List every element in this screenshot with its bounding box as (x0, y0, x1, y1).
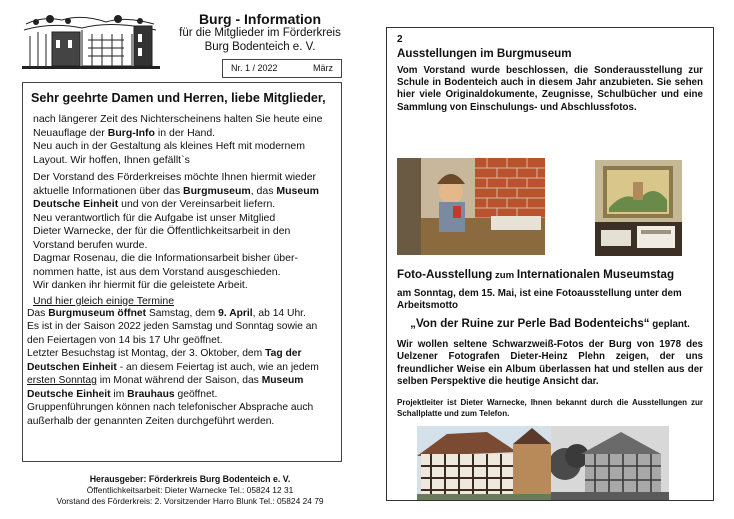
castle-bw-photo (551, 426, 669, 500)
intro-line: Neu auch in der Gestaltung als kleines Heft mit modernem (33, 140, 305, 152)
issue-number: Nr. 1 / 2022 (231, 63, 278, 73)
greeting-heading: Sehr geehrte Damen und Herren, liebe Mitglieder, (31, 91, 326, 105)
welcome-panel (22, 82, 342, 462)
dates-heading: Und hier gleich einige Termine (33, 294, 175, 307)
exhibition-intro: Vom Vorstand wurde beschlossen, die Sonderausstellung zur Schule in Bodenteich auch in diesem Jahr anzubieten. Sie sehen hier viele Originaldokumente, Zeugnisse, Schulbücher und eine Sammlung von Einschulungs- und Abschlussfotos. (397, 65, 703, 113)
board-line: Dieter Warnecke, der für die Öffentlichkeitsarbeit in den (33, 225, 291, 237)
museum-display-photo (397, 158, 545, 255)
dates-line: außerhalb der genannten Zeiten durchgeführt werden. (27, 415, 275, 427)
dates-line: Deutsche Einheit im Brauhaus geöffnet. (27, 388, 218, 400)
dates-line: Deutschen Einheit - an diesem Feiertag ist auch, wie an jedem (27, 361, 319, 373)
exhibition-description: Wir wollen seltene Schwarzweiß-Fotos der Burg von 1978 des Uelzener Fotografen Dieter-Heinz Plehn zeigen, der uns freundlicher Weise ein Album überlassen hat und stellen aus der selben Perspektive die heutige Ansicht dar. (397, 339, 703, 388)
project-lead-note: Projektleiter ist Dieter Warnecke, Ihnen bekannt durch die Ausstellungen zur Schallplatte und zum Telefon. (397, 398, 703, 418)
board-line: Deutsche Einheit und von der Vereinsarbeit liefern. (33, 198, 276, 210)
photo-exhibition-heading: Foto-Ausstellung zum Internationalen Museumstag (397, 268, 675, 281)
dates-line: den Feiertagen von 14 bis 17 Uhr geöffnet. (27, 334, 223, 346)
masthead-title: Burg - Information (198, 11, 322, 27)
board-line: nommen hatte, ist aus dem Vorstand ausgeschieden. (33, 265, 281, 278)
board-line: Vorstand berufen wurde. (33, 238, 148, 251)
issue-month: März (313, 63, 333, 73)
dates-line: Letzter Besuchstag ist Montag, der 3. Oktober, dem Tag der (27, 348, 302, 359)
board-line: Der Vorstand des Förderkreises möchte Ihnen hiermit wieder (33, 171, 317, 183)
intro-line: Neuauflage der Burg-Info in der Hand. (33, 126, 216, 139)
board-line: Wir danken ihr hiermit für die geleistete Arbeit. (33, 279, 248, 291)
imprint-board: Vorstand des Förderkreis: 2. Vorsitzender Harro Blunk Tel.: 05824 24 79 (56, 496, 324, 506)
masthead-subtitle: für die Mitglieder im Förderkreis (179, 27, 341, 39)
castle-logo (22, 10, 160, 72)
exhibition-motto: „Von der Ruine zur Perle Bad Bodenteichs“ geplant. (410, 317, 690, 330)
painting-photo (595, 160, 682, 256)
intro-line: Layout. Wir hoffen, Ihnen gefällt`s (33, 153, 190, 166)
issue-box (222, 59, 342, 78)
page-number: 2 (397, 34, 403, 45)
dates-line: Das Burgmuseum öffnet Samstag, dem 9. April, ab 14 Uhr. (27, 307, 306, 319)
photo-exhibition-date: am Sonntag, dem 15. Mai, ist eine Fotoausstellung unter dem Arbeitsmotto (397, 288, 682, 312)
dates-line: ersten Sonntag im Monat während der Saison, das Museum (27, 375, 304, 386)
masthead-organization: Burg Bodenteich e. V. (204, 41, 316, 53)
exhibition-heading: Ausstellungen im Burgmuseum (397, 47, 572, 60)
castle-color-photo (417, 426, 551, 500)
exhibition-panel (386, 27, 714, 501)
imprint (0, 474, 380, 507)
board-line: aktuelle Informationen über das Burgmuseum, das Museum (33, 184, 319, 197)
board-line: Dagmar Rosenau, die die Informationsarbeit bisher über- (33, 252, 298, 264)
imprint-publisher: Herausgeber: Förderkreis Burg Bodenteich e. V. (89, 474, 291, 484)
imprint-pr: Öffentlichkeitsarbeit: Dieter Warnecke Tel.: 05824 12 31 (86, 485, 294, 495)
dates-line: Gruppenführungen können nach telefonischer Absprache auch (27, 402, 314, 413)
dates-line: Es ist in der Saison 2022 jeden Samstag und Sonntag sowie an (27, 321, 318, 332)
masthead (160, 12, 360, 54)
board-line: Neu verantwortlich für die Aufgabe ist unser Mitglied (33, 211, 276, 224)
intro-line: nach längerer Zeit des Nichterscheinens halten Sie heute eine (33, 113, 323, 125)
